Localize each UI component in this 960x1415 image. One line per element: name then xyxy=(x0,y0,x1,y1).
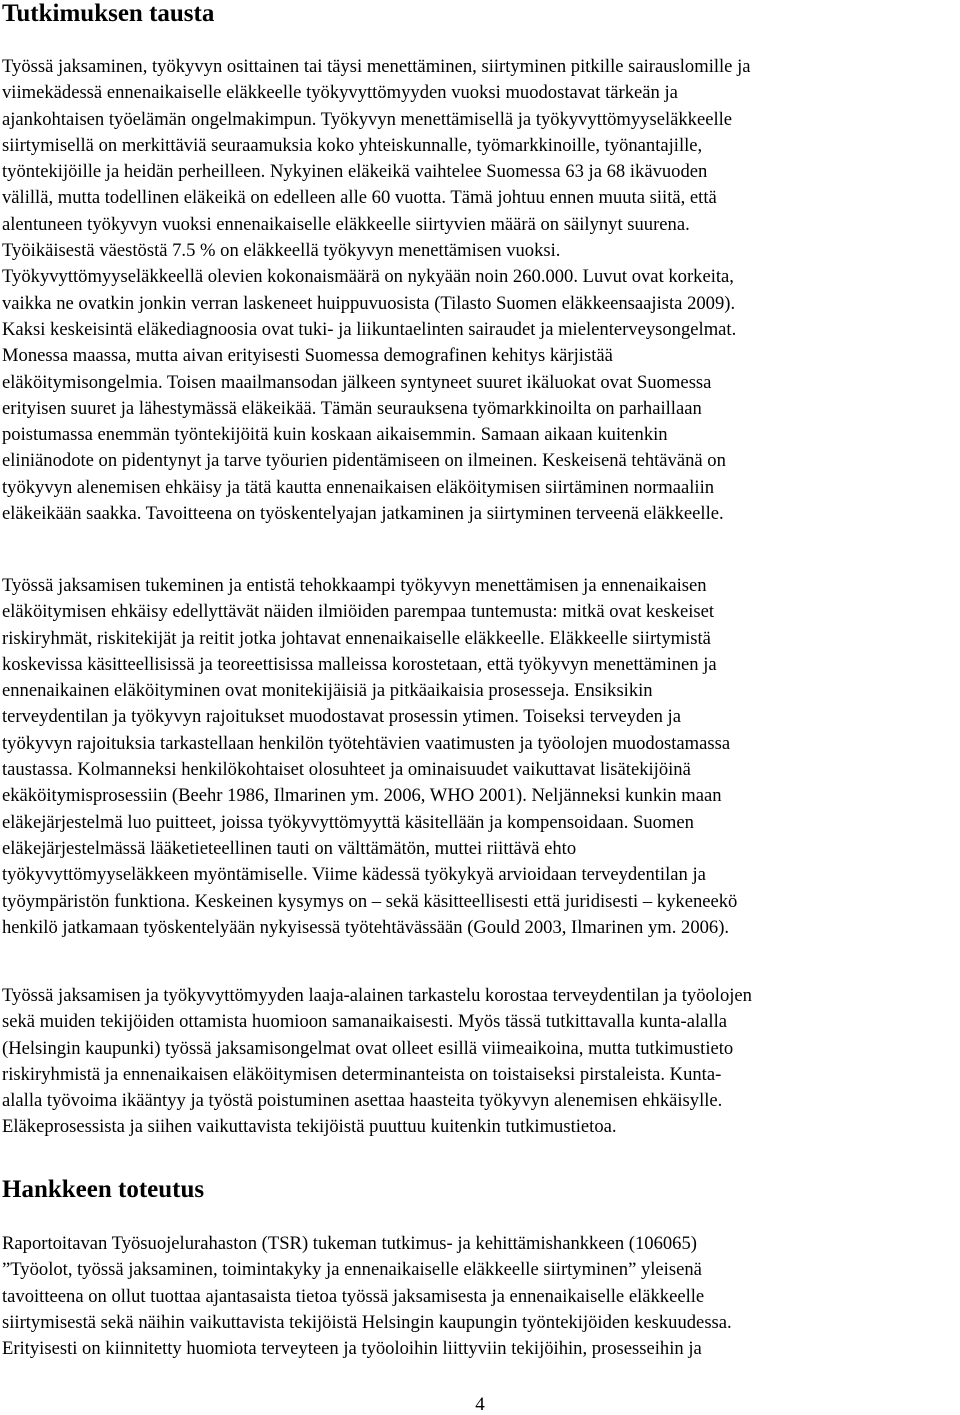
text-line: vaikka ne ovatkin jonkin verran laskeneet huippuvuosista (Tilasto Suomen eläkkeensaajista 2009). xyxy=(2,292,736,314)
text-line: riskiryhmistä ja ennenaikaisen eläköitymisen determinanteista on toistaiseksi pirstaleista. Kunta- xyxy=(2,1063,722,1085)
text-line: poistumassa enemmän työntekijöitä kuin koskaan aikaisemmin. Samaan aikaan kuitenkin xyxy=(2,424,668,446)
text-line: taustassa. Kolmanneksi henkilökohtaiset olosuhteet ja ominaisuudet vaikuttavat lisätekijöinä xyxy=(2,759,691,781)
text-line: eliniänodote on pidentynyt ja tarve työurien pidentämiseen on ilmeinen. Keskeisenä tehtävänä on xyxy=(2,450,726,472)
text-line: alentuneen työkyvyn vuoksi ennenaikaiselle eläkkeelle siirtyvien määrä on säilynyt suurena. xyxy=(2,213,690,235)
text-line: siirtymisellä on merkittäviä seuraamuksia koko yhteiskunnalle, työmarkkinoille, työnantajille, xyxy=(2,134,703,156)
text-line: koskevissa käsitteellisissä ja teoreettisissa malleissa korostetaan, että työkyvyn menettäminen ja xyxy=(2,653,717,675)
text-line: välillä, mutta todellinen eläkeikä on edelleen alle 60 vuotta. Tämä johtuu ennen muuta siitä, että xyxy=(2,187,717,209)
paragraph-background-1 xyxy=(2,54,957,527)
text-line: sekä muiden tekijöiden ottamista huomioon samanaikaisesti. Myös tässä tutkittavalla kunta-alalla xyxy=(2,1011,727,1033)
text-line: erityisen suuret ja lähestymässä eläkeikää. Tämän seurauksena työmarkkinoilta on parhaillaan xyxy=(2,397,702,419)
text-line: työkyvyn alenemisen ehkäisy ja tätä kautta ennenaikaisen eläköitymisen siirtäminen normaaliin xyxy=(2,476,715,498)
text-line: Erityisesti on kiinnitetty huomiota terveyteen ja työoloihin liittyviin tekijöihin, prosesseihin ja xyxy=(2,1338,702,1360)
paragraph-implementation xyxy=(2,1231,957,1362)
text-line: Työssä jaksamisen ja työkyvyttömyyden laaja-alainen tarkastelu korostaa terveydentilan ja työolojen xyxy=(2,985,752,1006)
text-line: Raportoitavan Työsuojelurahaston (TSR) tukeman tutkimus- ja kehittämishankkeen (106065) xyxy=(2,1233,697,1254)
text-line: Työkyvyttömyyseläkkeellä olevien kokonaismäärä on nykyään noin 260.000. Luvut ovat korkeita, xyxy=(2,266,734,288)
text-line: Monessa maassa, mutta aivan erityisesti Suomessa demografinen kehitys kärjistää xyxy=(2,345,613,367)
text-line: eläköitymisen ehkäisy edellyttävät näiden ilmiöiden parempaa tuntemusta: mitkä ovat keskeiset xyxy=(2,601,715,623)
text-line: eläköitymisongelmia. Toisen maailmansodan jälkeen syntyneet suuret ikäluokat ovat Suomessa xyxy=(2,371,712,393)
paragraph-background-3 xyxy=(2,983,957,1141)
text-line: Työssä jaksamisen tukeminen ja entistä tehokkaampi työkyvyn menettämisen ja ennenaikaisen xyxy=(2,575,707,596)
text-line: Työssä jaksaminen, työkyvyn osittainen tai täysi menettäminen, siirtyminen pitkille sairauslomille ja xyxy=(2,56,751,77)
text-line: Kaksi keskeisintä eläkediagnoosia ovat tuki- ja liikuntaelinten sairaudet ja mielenterveysongelmat. xyxy=(2,318,737,340)
text-line: Työikäisestä väestöstä 7.5 % on eläkkeellä työkyvyn menettämisen vuoksi. xyxy=(2,240,561,262)
text-line: eläkejärjestelmä luo puitteet, joissa työkyvyttömyyttä käsitellään ja kompensoidaan. Suomen xyxy=(2,811,694,833)
text-line: työntekijöille ja heidän perheilleen. Nykyinen eläkeikä vaihtelee Suomessa 63 ja 68 ikävuoden xyxy=(2,161,708,183)
text-line: ekäköitymisprosessiin (Beehr 1986, Ilmarinen ym. 2006, WHO 2001). Neljänneksi kunkin maan xyxy=(2,785,722,807)
text-line: riskiryhmät, riskitekijät ja reitit jotka johtavat ennenaikaiselle eläkkeelle. Eläkkeelle siirtymistä xyxy=(2,627,711,649)
text-line: työkyvyttömyyseläkkeen myöntämiselle. Viime kädessä työkykyä arvioidaan terveydentilan ja xyxy=(2,864,706,886)
page-number: 4 xyxy=(475,1394,485,1415)
text-line: (Helsingin kaupunki) työssä jaksamisongelmat ovat olleet esillä viimeaikoina, mutta tutkimustieto xyxy=(2,1037,734,1059)
text-line: ennenaikainen eläköityminen ovat monitekijäisiä ja pitkäaikaisia prosesseja. Ensiksikin xyxy=(2,680,653,702)
text-line: eläkejärjestelmässä lääketieteellinen tauti on välttämätön, muttei riittävä ehto xyxy=(2,837,577,859)
paragraph-background-2 xyxy=(2,573,957,941)
section-heading-background: Tutkimuksen tausta xyxy=(2,0,215,27)
text-line: tavoitteena on ollut tuottaa ajantasaista tietoa työssä jaksamisesta ja ennenaikaiselle eläkkeelle xyxy=(2,1285,705,1307)
text-line: siirtymisestä sekä näihin vaikuttavista tekijöistä Helsingin kaupungin työntekijöiden keskuudessa. xyxy=(2,1311,732,1333)
text-line: terveydentilan ja työkyvyn rajoitukset muodostavat prosessin ytimen. Toiseksi terveyden ja xyxy=(2,706,681,728)
text-line: eläkeikään saakka. Tavoitteena on työskentelyajan jatkaminen ja siirtyminen terveenä eläkkeelle. xyxy=(2,503,724,525)
text-line: työkyvyn rajoituksia tarkastellaan henkilön työtehtävien vaatimusten ja työolojen muodostamassa xyxy=(2,732,731,754)
section-heading-implementation: Hankkeen toteutus xyxy=(2,1176,205,1203)
text-line: ajankohtaisen työelämän ongelmakimpun. Työkyvyn menettämisellä ja työkyvyttömyyseläkkeelle xyxy=(2,108,733,130)
text-line: henkilö jatkamaan työskentelyään nykyisessä työtehtävässään (Gould 2003, Ilmarinen ym. 2006). xyxy=(2,916,730,938)
text-line: viimekädessä ennenaikaiselle eläkkeelle työkyvyttömyyden vuoksi muodostavat tärkeän ja xyxy=(2,82,678,104)
text-line: työympäristön funktiona. Keskeinen kysymys on – sekä käsitteellisesti että juridisesti – kykeneekö xyxy=(2,890,738,912)
text-line: ”Työolot, työssä jaksaminen, toimintakyky ja ennenaikaiselle eläkkeelle siirtyminen” yleisenä xyxy=(2,1259,702,1281)
text-line: Eläkeprosessista ja siihen vaikuttavista tekijöistä puuttuu kuitenkin tutkimustietoa. xyxy=(2,1116,617,1138)
text-line: alalla työvoima ikääntyy ja työstä poistuminen asettaa haasteita työkyvyn alenemisen ehkäisylle. xyxy=(2,1090,723,1112)
